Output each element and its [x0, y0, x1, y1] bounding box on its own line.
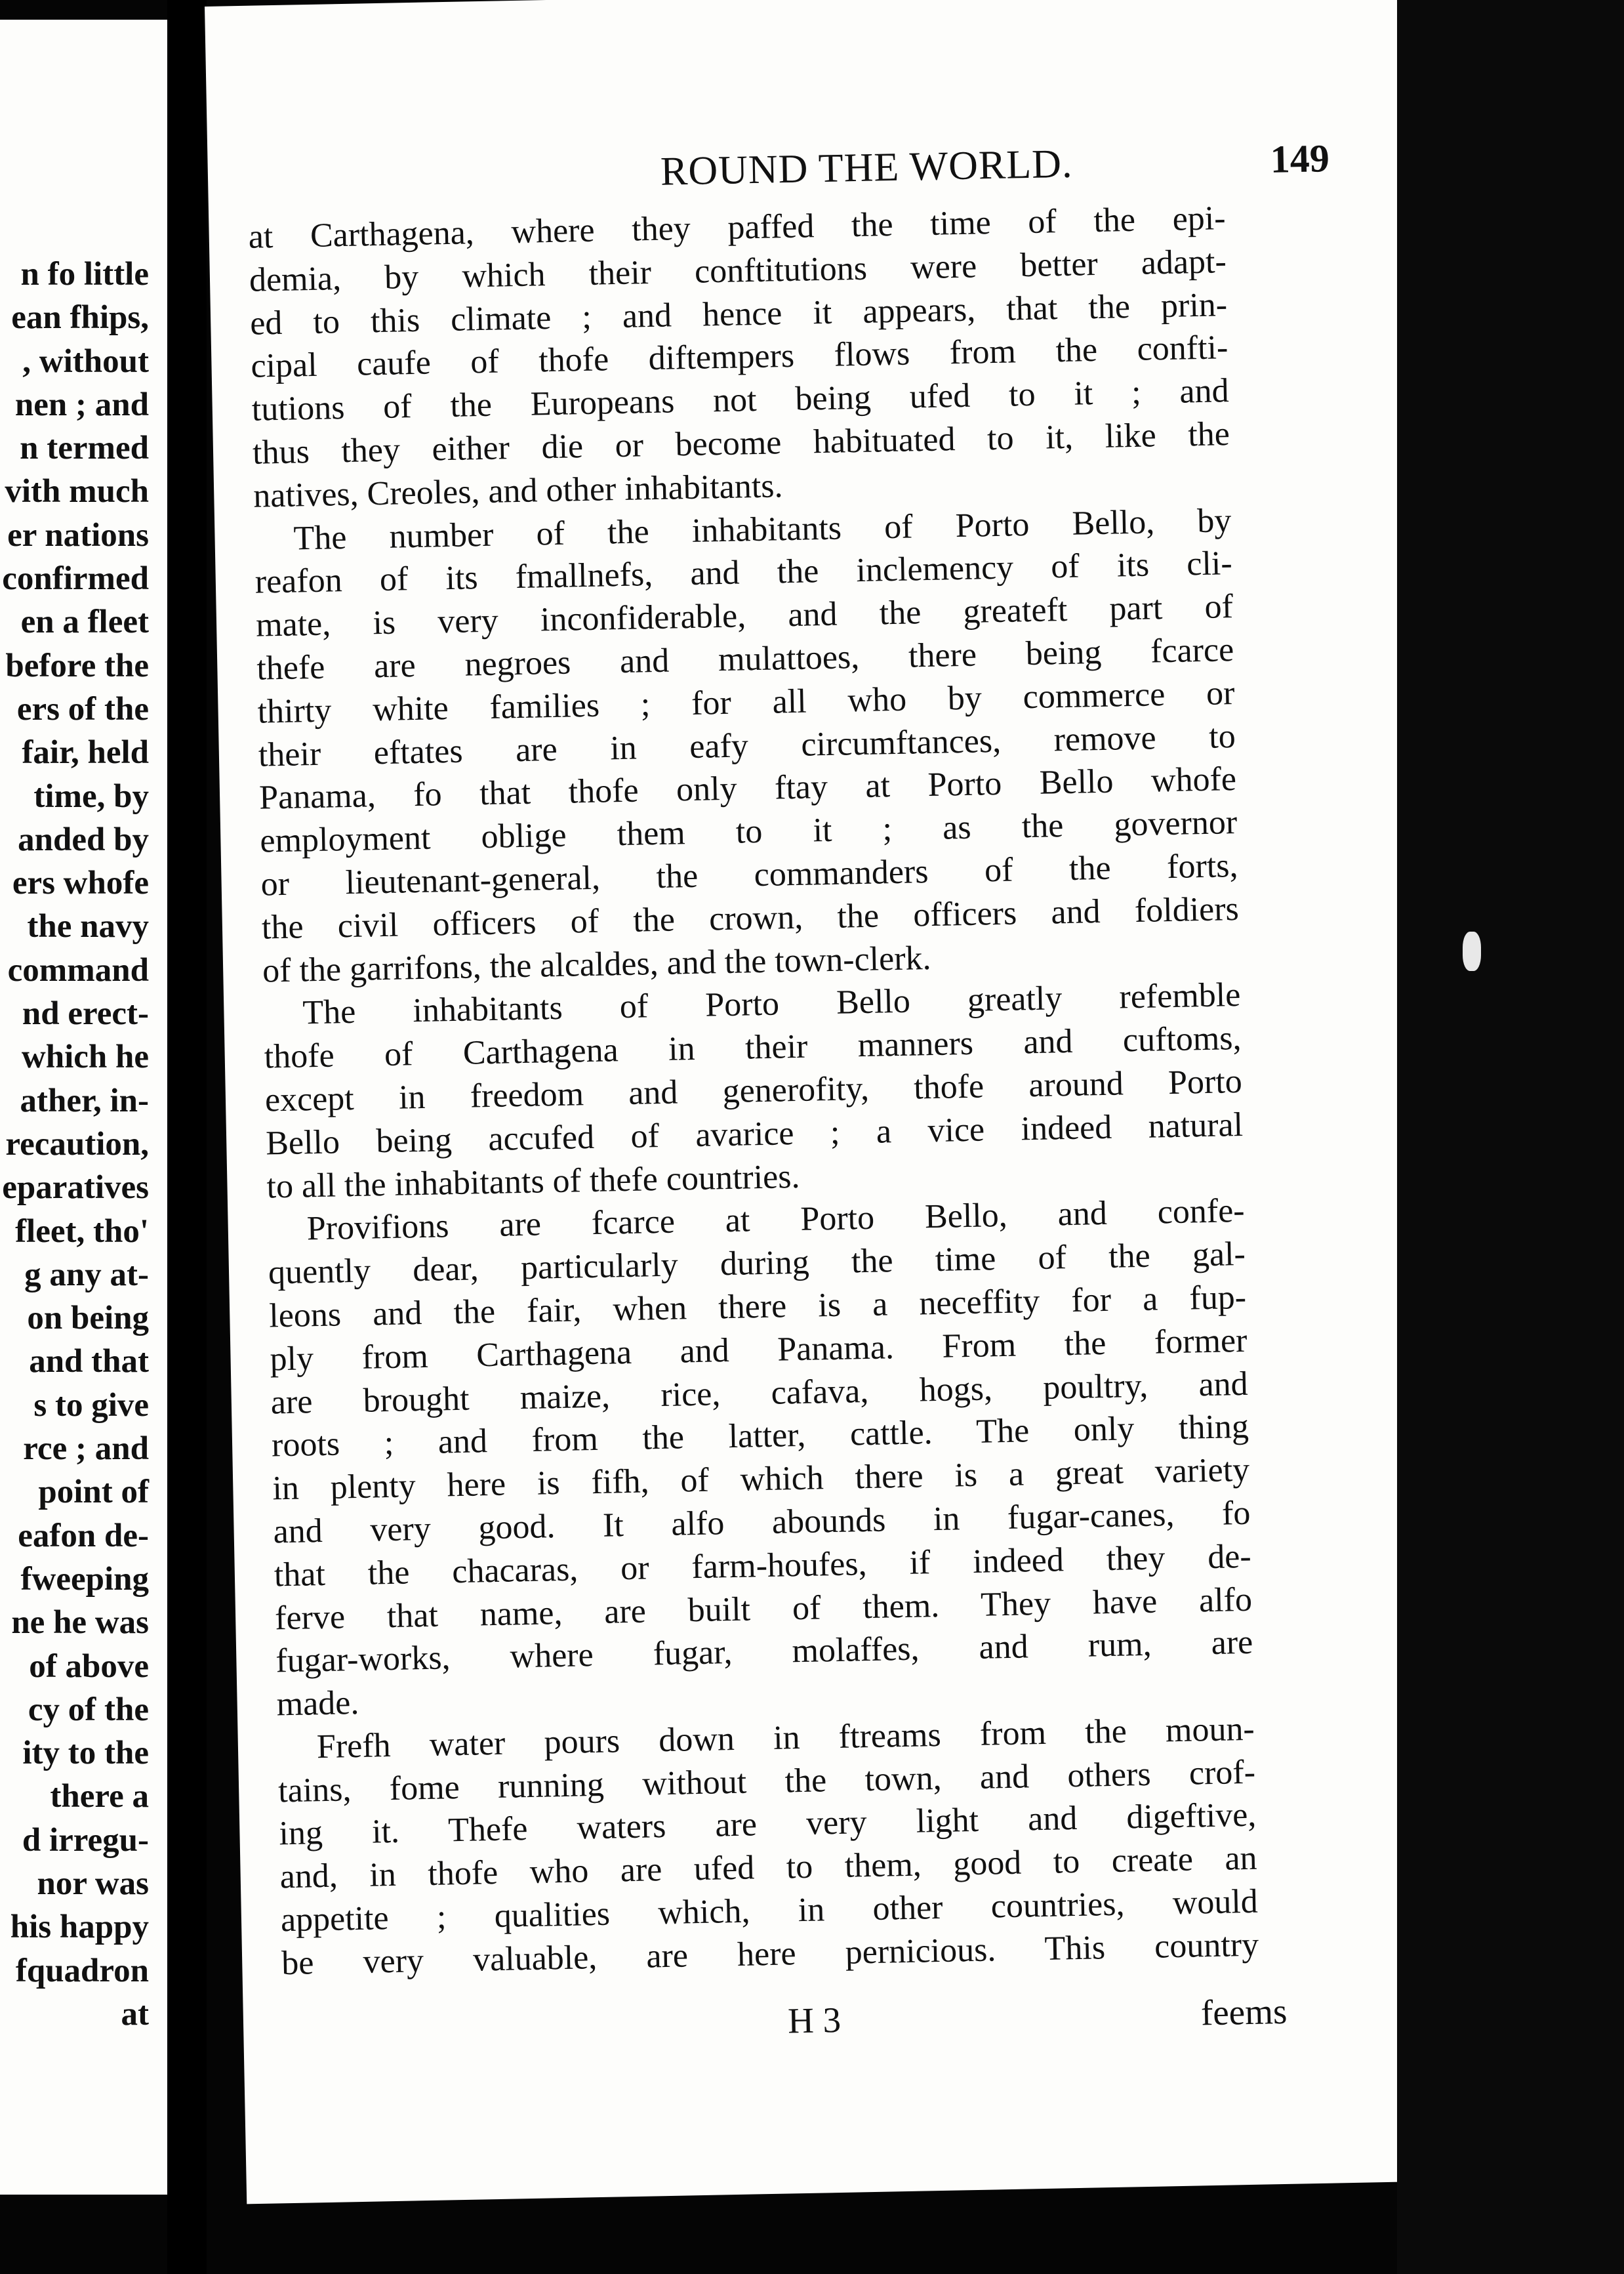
left-page-line: nd erect- [22, 995, 149, 1033]
page-header [457, 134, 1441, 212]
text-line: roots ; and from the latter, cattle. The only thing [271, 1408, 1249, 1464]
text-line: are brought maize, rice, cafava, hogs, poultry, and [270, 1365, 1249, 1421]
right-page [205, 0, 1503, 2204]
text-line: appetite ; qualities which, in other countries, would [280, 1882, 1259, 1939]
text-line: Bello being accufed of avarice ; a vice indeed natural [265, 1106, 1244, 1163]
left-page-line: en a fleet [20, 604, 149, 641]
left-page-line: ather, in- [20, 1082, 149, 1119]
left-page-line: ne he was [11, 1604, 149, 1642]
text-line: and, in thofe who are ufed to them, good to create an [279, 1840, 1258, 1896]
left-page-line: and that [29, 1343, 149, 1380]
text-line: tains, fome running without the town, and others crof- [277, 1753, 1256, 1810]
left-page-line: ity to the [22, 1735, 149, 1772]
left-page-line: of above [29, 1647, 149, 1685]
text-line: at Carthagena, where they paffed the time of the epi- [248, 199, 1227, 256]
text-line: The number of the inhabitants of Porto Bello, by [293, 501, 1232, 558]
left-page-line: on being [27, 1300, 149, 1337]
left-page-line: nor was [37, 1865, 149, 1902]
left-page-line: n fo little [20, 256, 149, 293]
text-line: employment oblige them to it ; as the governor [259, 804, 1238, 860]
left-page-line: ean fhips, [11, 299, 149, 337]
left-page-line: vith much [5, 473, 149, 510]
left-page-line: point of [38, 1474, 149, 1511]
left-page-line: the navy [27, 908, 149, 945]
text-line: thirty white families ; for all who by commerce or [257, 674, 1235, 731]
left-page-text [2, 253, 149, 2036]
left-page-line: nen ; and [14, 386, 149, 423]
left-page-line: rce ; and [23, 1430, 149, 1468]
text-line: in plenty here is fifh, of which there is a great variety [272, 1451, 1250, 1508]
running-title: ROUND THE WORLD. [660, 141, 1074, 194]
left-page-line: n termed [20, 430, 149, 467]
text-line: that the chacaras, or farm-houfes, if indeed they de- [274, 1537, 1252, 1594]
text-line: to all the inhabitants of thefe countries. [266, 1157, 800, 1206]
left-page-line: eafon de- [18, 1517, 149, 1554]
left-page-line: before the [5, 647, 149, 684]
text-line: reafon of its fmallnefs, and the inclemency of its cli- [254, 545, 1233, 602]
left-page-line: er nations [7, 516, 149, 554]
left-page-line: anded by [18, 821, 149, 858]
left-page-line: time, by [33, 777, 149, 815]
text-line: of the garrifons, the alcaldes, and the town-clerk. [262, 939, 931, 990]
left-page-line: fquadron [15, 1952, 149, 1989]
left-page-line: g any at- [24, 1256, 149, 1293]
text-line: ferve that name, are built of them. They have alfo [274, 1581, 1253, 1637]
text-line: tutions of the Europeans not being ufed to it ; and [251, 372, 1230, 428]
text-line: Frefh water pours down in ftreams from the moun- [316, 1710, 1255, 1766]
text-line: made. [276, 1684, 359, 1724]
text-line: thus they either die or become habituated to it, like the [252, 415, 1230, 472]
text-line: thefe are negroes and mulattoes, there being fcarce [256, 631, 1234, 688]
page-number: 149 [1270, 136, 1330, 181]
body-text [248, 197, 1259, 1985]
text-line: quently dear, particularly during the time of the gal- [268, 1235, 1246, 1292]
text-line: Provifions are fcarce at Porto Bello, and confe- [306, 1192, 1246, 1248]
left-page-line: command [7, 951, 149, 989]
left-page-line: at [121, 1995, 149, 2033]
left-page-line: cy of the [28, 1691, 149, 1728]
left-page-line: his happy [10, 1909, 149, 1946]
text-line: demia, by which their conftitutions were better adapt- [249, 242, 1227, 299]
left-page [0, 20, 167, 2195]
left-page-line: recaution, [5, 1125, 149, 1163]
left-page-line: fleet, tho' [15, 1212, 149, 1250]
text-line: except in freedom and generofity, thofe around Porto [264, 1062, 1243, 1119]
signature-mark: H 3 [787, 1999, 842, 2041]
left-page-line: ers whofe [12, 865, 149, 902]
text-line: Panama, fo that thofe only ftay at Porto Bello whofe [258, 760, 1237, 817]
left-page-line: eparatives [2, 1169, 149, 1207]
text-line: cipal caufe of thofe diftempers flows from the confti- [250, 329, 1228, 386]
text-line: natives, Creoles, and other inhabitants. [253, 466, 783, 515]
text-line: be very valuable, are here pernicious. This country [281, 1926, 1259, 1983]
text-line: fugar-works, where fugar, molaffes, and rum, are [275, 1624, 1253, 1680]
text-line: and very good. It alfo abounds in fugar-canes, fo [273, 1494, 1251, 1551]
left-page-line: s to give [33, 1386, 149, 1424]
left-page-line: which he [21, 1039, 149, 1076]
left-page-line: confirmed [2, 560, 149, 598]
text-line: ing it. Thefe waters are very light and digeftive, [278, 1796, 1257, 1853]
left-page-line: d irregu- [22, 1821, 149, 1859]
text-line: ply from Carthagena and Panama. From the former [270, 1321, 1248, 1378]
text-line: the civil officers of the crown, the officers and foldiers [261, 890, 1240, 947]
text-line: leons and the fair, when there is a neceffity for a fup- [268, 1278, 1247, 1335]
book-gutter [167, 0, 207, 2274]
text-line: The inhabitants of Porto Bello greatly refemble [302, 976, 1241, 1032]
text-line: their eftates are in eafy circumftances, remove to [258, 717, 1236, 774]
text-line: mate, is very inconfiderable, and the greateft part of [255, 588, 1234, 644]
text-line: ed to this climate ; and hence it appears, that the prin- [249, 285, 1228, 342]
left-page-line: fweeping [20, 1560, 149, 1598]
paper-speck [1463, 932, 1481, 971]
text-line: thofe of Carthagena in their manners and cuftoms, [264, 1020, 1242, 1076]
left-page-line: , without [22, 342, 149, 380]
left-page-line: fair, held [22, 734, 149, 772]
catchword: feems [1200, 1991, 1288, 2033]
left-page-line: ers of the [16, 690, 149, 728]
left-page-line: there a [50, 1778, 149, 1815]
text-line: or lieutenant-general, the commanders of the forts, [260, 846, 1238, 903]
background-edge [1397, 0, 1624, 2274]
